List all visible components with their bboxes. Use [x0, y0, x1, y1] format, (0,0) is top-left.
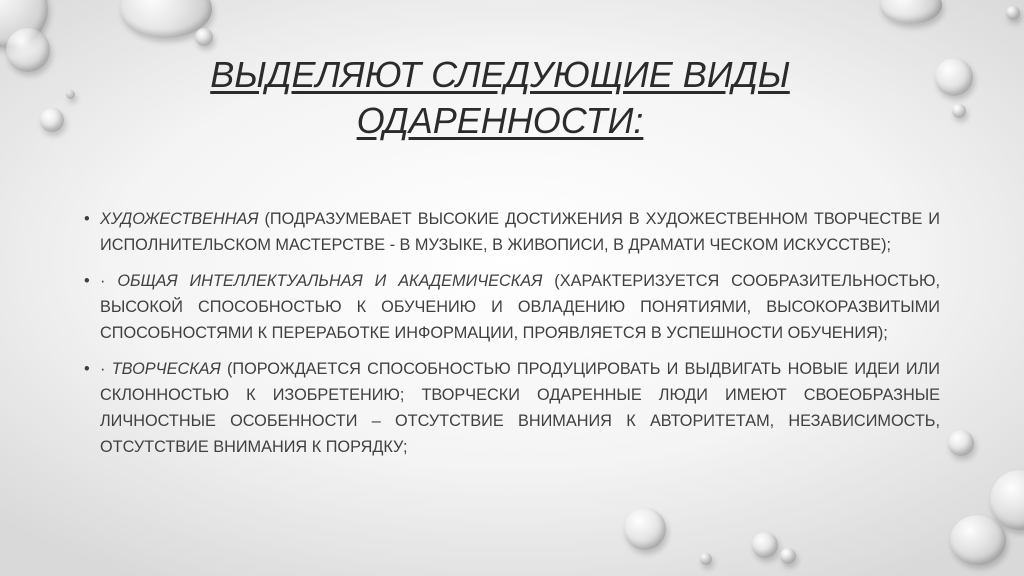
item-text: (ПОДРАЗУМЕВАЕТ ВЫСОКИЕ ДОСТИЖЕНИЯ В ХУДОЖЕСТВЕННОМ ТВОРЧЕСТВЕ И ИСПОЛНИТЕЛЬСКОМ МАСТЕРСТВЕ - В МУЗЫКЕ, В ЖИВОПИСИ, В ДРАМАТИ ЧЕСКОМ ИСКУССТВЕ);	[100, 210, 940, 254]
water-drop-decoration	[950, 515, 1006, 565]
item-prefix: ·	[100, 272, 118, 290]
bullet-list	[84, 206, 940, 470]
water-drop-decoration	[624, 508, 666, 550]
water-drop-decoration	[40, 108, 64, 132]
water-drop-decoration	[952, 104, 966, 118]
item-term: ХУДОЖЕСТВЕННАЯ	[100, 210, 259, 228]
bullet-icon: •	[84, 210, 90, 228]
water-drop-decoration	[880, 0, 942, 24]
list-item	[84, 356, 940, 460]
water-drop-decoration	[948, 430, 974, 456]
item-text: (ПОРОЖДАЕТСЯ СПОСОБНОСТЬЮ ПРОДУЦИРОВАТЬ И ВЫДВИГАТЬ НОВЫЕ ИДЕИ ИЛИ СКЛОННОСТЬЮ К ИЗОБРЕТЕНИЮ; ТВОРЧЕСКИ ОДАРЕННЫЕ ЛЮДИ ИМЕЮТ СВОЕОБРАЗНЫЕ ЛИЧНОСТНЫЕ ОСОБЕННОСТИ – ОТСУТСТВИЕ ВНИМАНИЯ К АВТОРИТЕТАМ, НЕЗАВИСИМОСТЬ, ОТСУТСТВИЕ ВНИМАНИЯ К ПОРЯДКУ;	[100, 360, 940, 456]
water-drop-decoration	[780, 548, 796, 564]
item-term: ТВОРЧЕСКАЯ	[111, 360, 221, 378]
item-prefix: ·	[100, 360, 112, 378]
item-term: ОБЩАЯ ИНТЕЛЛЕКТУАЛЬНАЯ И АКАДЕМИЧЕСКАЯ	[117, 272, 543, 290]
water-drop-decoration	[935, 58, 973, 96]
list-item	[84, 206, 940, 258]
list-item	[84, 268, 940, 346]
bullet-icon: •	[84, 272, 90, 290]
water-drop-decoration	[700, 553, 712, 565]
water-drop-decoration	[6, 28, 50, 72]
water-drop-decoration	[752, 532, 778, 558]
bullet-icon: •	[84, 360, 90, 378]
item-text: (ХАРАКТЕРИЗУЕТСЯ СООБРАЗИТЕЛЬНОСТЬЮ, ВЫСОКОЙ СПОСОБНОСТЬЮ К ОБУЧЕНИЮ И ОВЛАДЕНИЮ ПОНЯТИЯМИ, ВЫСОКОРАЗВИТЫМИ СПОСОБНОСТЯМИ К ПЕРЕРАБОТКЕ ИНФОРМАЦИИ, ПРОЯВЛЯЕТСЯ В УСПЕШНОСТИ ОБУЧЕНИЯ);	[100, 272, 940, 342]
water-drop-decoration	[1006, 6, 1020, 20]
water-drop-decoration	[195, 28, 213, 46]
water-drop-decoration	[66, 90, 75, 99]
slide-title: ВЫДЕЛЯЮТ СЛЕДУЮЩИЕ ВИДЫ ОДАРЕННОСТИ:	[210, 54, 790, 141]
